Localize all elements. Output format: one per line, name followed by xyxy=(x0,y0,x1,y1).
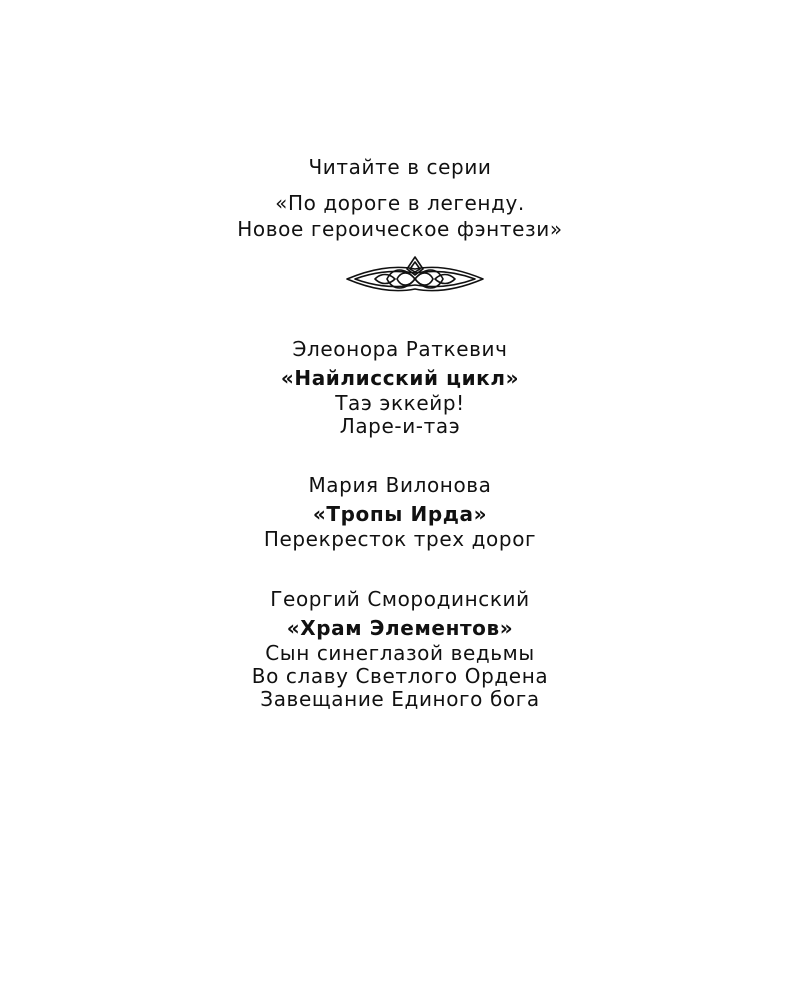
book-title: Ларе-и-таэ xyxy=(339,414,461,438)
author-block-vilonova xyxy=(0,470,800,551)
author-name: Элеонора Раткевич xyxy=(292,337,508,361)
series-title xyxy=(0,190,800,242)
book-title: Во славу Светлого Ордена xyxy=(251,664,549,688)
book-title: Сын синеглазой ведьмы xyxy=(265,641,535,665)
series-heading: Читайте в серии xyxy=(308,155,492,179)
book-title: Перекресток трех дорог xyxy=(263,527,537,551)
series-title-line-2: Новое героическое фэнтези» xyxy=(237,217,563,241)
author-name: Мария Вилонова xyxy=(308,473,492,497)
cycle-title: «Найлисский цикл» xyxy=(280,366,520,390)
celtic-knot-ornament-icon xyxy=(345,255,485,297)
series-intro xyxy=(0,152,800,242)
cycle-title: «Храм Элементов» xyxy=(286,616,514,640)
author-name: Георгий Смородинский xyxy=(270,587,530,611)
author-block-smorodinsky xyxy=(0,584,800,711)
book-title: Завещание Единого бога xyxy=(260,687,540,711)
series-title-line-1: «По дороге в легенду. xyxy=(275,191,525,215)
cycle-title: «Тропы Ирда» xyxy=(312,502,488,526)
book-title: Таэ эккейр! xyxy=(335,391,465,415)
author-block-ratkevich xyxy=(0,334,800,438)
